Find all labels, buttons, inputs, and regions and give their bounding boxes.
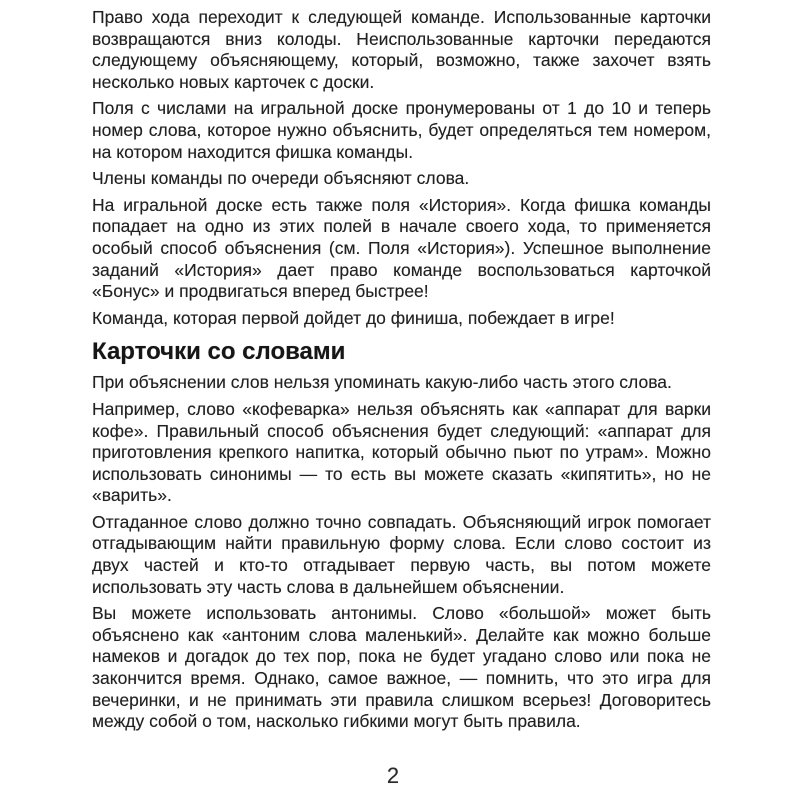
page-footer	[0, 763, 786, 789]
paragraph-no-word-parts: При объяснении слов нельзя упоминать какую-либо часть этого слова.	[92, 372, 672, 393]
paragraph-history-fields: На игральной доске есть также поля «История». Когда фишка команды попадает на одно из этих полей в начале своего хода, то применяется особый способ объяснения (см. Поля «История»). Успешное выполнение заданий «История» дает право команде воспользоваться карточкой «Бонус» и продвигаться вперед быстрее!	[92, 194, 711, 302]
paragraph-coffeemaker-example: Например, слово «кофеварка» нельзя объяснять как «аппарат для варки кофе». Правильный способ объяснения будет следующий: «аппарат для приготовления крепкого напитка, который обычно пьют по утрам». Можно использовать синонимы — то есть вы можете сказать «кипятить», но не «варить».	[92, 398, 711, 506]
page-number: 2	[386, 763, 400, 788]
paragraph-team-members: Члены команды по очереди объясняют слова.	[92, 168, 470, 189]
paragraph-antonyms: Вы можете использовать антонимы. Слово «большой» может быть объяснено как «антоним слова маленький». Делайте как можно больше намеков и догадок до тех пор, пока не будет угадано слово или пока не закончится время. Однако, самое важное, — помнить, что это игра для вечеринки, и не принимать эти правила слишком всерьез! Договоритесь между собой о том, насколько гибкими могут быть правила.	[92, 603, 711, 732]
paragraph-turn-passing: Право хода переходит к следующей команде. Использованные карточки возвращаются вниз колоды. Неиспользованные карточки передаются следующему объясняющему, который, возможно, также захочет взять несколько новых карточек с доски.	[92, 7, 711, 92]
section-heading-word-cards: Карточки со словами	[92, 338, 346, 366]
paragraph-winning: Команда, которая первой дойдет до финиша, побеждает в игре!	[92, 307, 615, 328]
paragraph-exact-match: Отгаданное слово должно точно совпадать. Объясняющий игрок помогает отгадывающим найти правильную форму слова. Если слово состоит из двух частей и кто-то отгадывает первую часть, вы потом можете использовать эту часть слова в дальнейшем объяснении.	[92, 511, 711, 597]
page-text-column	[92, 7, 711, 738]
paragraph-numbered-fields: Поля с числами на игральной доске пронумерованы от 1 до 10 и теперь номер слова, которое нужно объяснить, будет определяться тем номером, на котором находится фишка команды.	[92, 98, 711, 162]
